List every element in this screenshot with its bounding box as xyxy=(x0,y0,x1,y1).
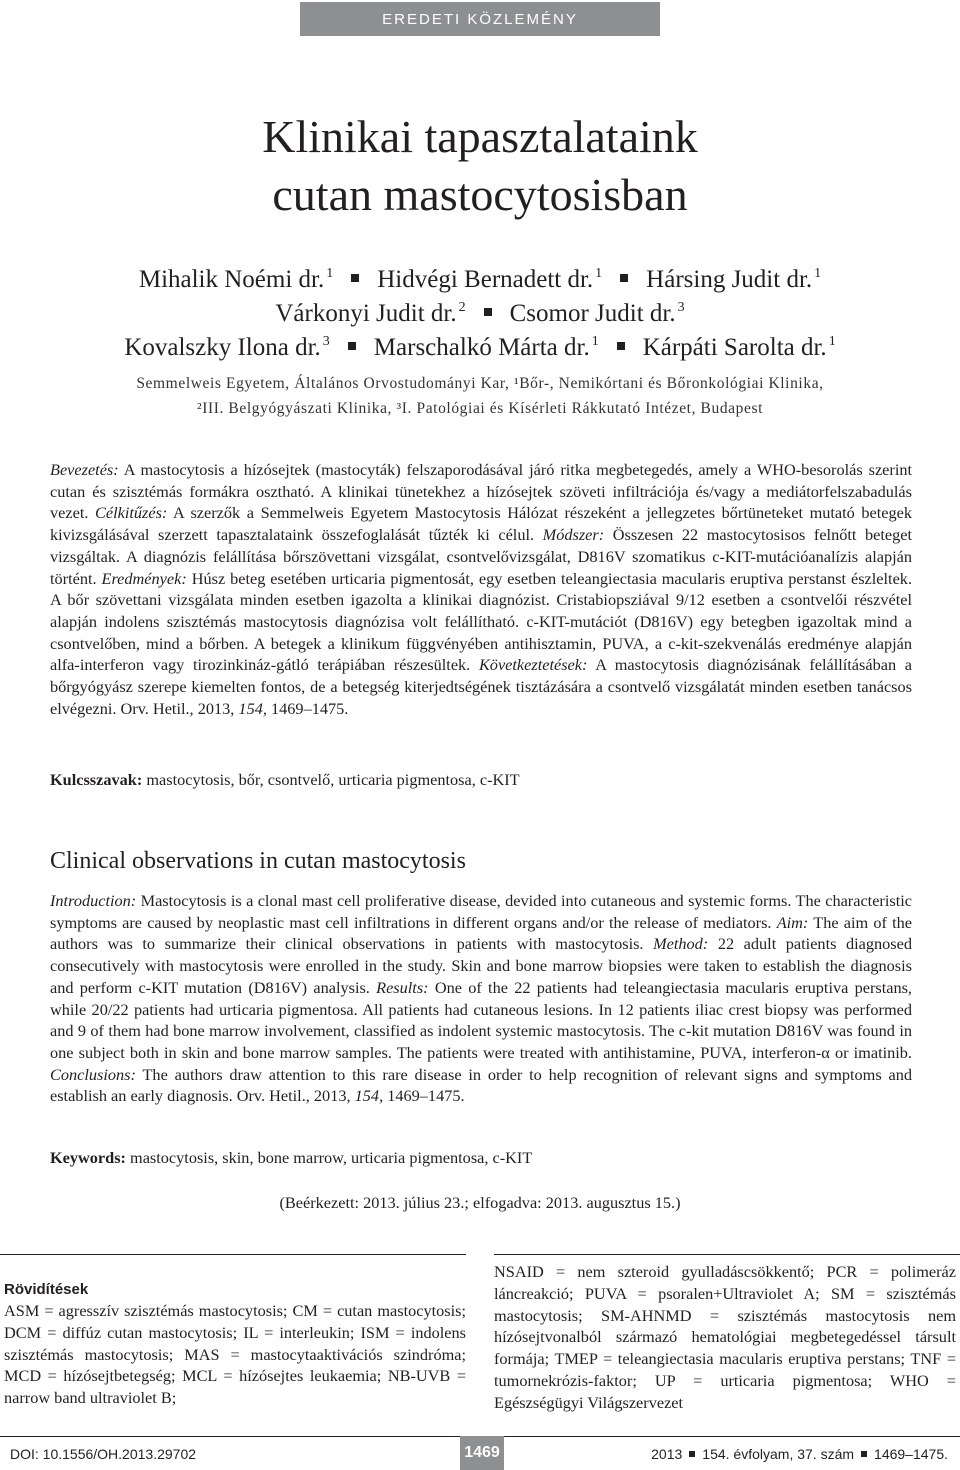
abstract-section-label: Method: xyxy=(653,934,709,954)
author-line-1 xyxy=(0,260,960,294)
abstract-section-label: Módszer: xyxy=(542,525,605,545)
abstract-section-label: Célkitűzés: xyxy=(95,503,168,523)
author-name: Hidvégi Bernadett dr. xyxy=(377,266,594,293)
abstract-section-text: Összesen 22 mastocytosisos felnőtt beteget vizsgáltak. A diagnózis felállítása bőrszövettani vizsgálat, csontvelővizsgálat, D816V szomatikus c-KIT-mutációanalízis alapján történt. xyxy=(50,525,912,588)
author-line-2 xyxy=(0,294,960,328)
article-title xyxy=(0,108,960,224)
doi: DOI: 10.1556/OH.2013.29702 xyxy=(10,1446,197,1462)
author-affiliation: 3 xyxy=(677,300,685,315)
separator-square-icon xyxy=(861,1451,867,1457)
title-line-2: cutan mastocytosisban xyxy=(272,169,688,220)
journal-pages: 1469–1475. xyxy=(874,1446,948,1462)
author-affiliation: 2 xyxy=(458,300,466,315)
keywords-english xyxy=(50,1147,912,1169)
citation: Orv. Hetil., 2013, xyxy=(120,698,235,718)
abstract-section-text: 22 adult patients diagnosed consecutively with mastocytosis were enrolled in the study. Skin and bone marrow biopsies were taken to establish the diagnosis and perform c-KIT mutation (D816V) analysis. xyxy=(50,934,913,997)
section-label: EREDETI KÖZLEMÉNY xyxy=(300,2,660,36)
separator-square-icon xyxy=(484,308,492,316)
author-affiliation: 3 xyxy=(322,334,330,349)
journal-volume: 154. évfolyam, 37. szám xyxy=(702,1446,855,1462)
keywords-label: Kulcsszavak: xyxy=(50,770,143,789)
author-name: Kovalszky Ilona dr. xyxy=(124,334,321,361)
keywords-label: Keywords: xyxy=(50,1148,126,1167)
author-name: Kárpáti Sarolta dr. xyxy=(642,334,827,361)
abstract-section-label: Conclusions: xyxy=(50,1064,136,1084)
separator-square-icon xyxy=(620,274,628,282)
keywords-text: mastocytosis, skin, bone marrow, urticaria pigmentosa, c-KIT xyxy=(130,1148,533,1167)
separator-square-icon xyxy=(351,274,359,282)
page-number: 1469 xyxy=(460,1436,504,1470)
page-footer xyxy=(0,1436,960,1470)
author-list xyxy=(0,260,960,362)
separator-square-icon xyxy=(348,342,356,350)
abstract-section-label: Bevezetés: xyxy=(50,460,119,479)
author-name: Hársing Judit dr. xyxy=(646,266,813,293)
abstract-section-text: A mastocytosis a hízósejtek (mastocyták) felszaporodásával járó ritka megbetegedés, amely a WHO-besorolás szerint cutan és szisztémás formákra osztható. A klinikai tünetekhez a hízósejtek szöveti infiltrációja és/vagy a mediátorfelszabadulás vezet. xyxy=(50,460,913,523)
keywords-hungarian xyxy=(50,769,912,791)
abstract-english xyxy=(50,890,912,1107)
abstract-section-text: The authors draw attention to this rare disease in order to help recognition of relevant signs and symptoms and establish an early diagnosis. xyxy=(50,1064,913,1106)
citation: Orv. Hetil., 2013, xyxy=(236,1086,351,1106)
author-affiliation: 1 xyxy=(326,266,334,281)
divider-right xyxy=(494,1254,960,1255)
separator-square-icon xyxy=(617,342,625,350)
affiliation-line-2: ²III. Belgyógyászati Klinika, ³I. Patológiai és Kísérleti Rákkutató Intézet, Budapest xyxy=(196,400,764,417)
journal-year: 2013 xyxy=(651,1446,683,1462)
abstract-section-text: One of the 22 patients had teleangiectasia macularis eruptiva perstans, while 20/22 patients had urticaria pigmentosa. All patients had cutaneous lesions. In 12 patients iliac crest biopsy was performed and 9 of them had bone marrow involvement, classified as indolent systemic mastocytosis. The c-kit mutation D816V was found in one subject both in skin and bone marrow samples. The patients were treated with antihistamine, PUVA, interferon-α or imatinib. xyxy=(50,977,913,1062)
abstract-section-label: Eredmények: xyxy=(101,568,187,588)
author-affiliation: 1 xyxy=(591,334,599,349)
abbreviations-right-column xyxy=(494,1261,956,1414)
separator-square-icon xyxy=(689,1451,695,1457)
received-dates: (Beérkezett: 2013. július 23.; elfogadva: 2013. augusztus 15.) xyxy=(279,1193,681,1212)
citation-volume: 154, xyxy=(354,1086,384,1106)
abstract-section-label: Következtetések: xyxy=(478,655,588,675)
author-affiliation: 1 xyxy=(595,266,603,281)
abbreviations-heading: Rövidítések xyxy=(4,1281,89,1298)
title-line-1: Klinikai tapasztalataink xyxy=(262,111,698,162)
abstract-section-text: A szerzők a Semmelweis Egyetem Mastocytosis Hálózat részeként a jellegzetes bőrtüneteket mutató betegek kivizsgálásával szerzett tapasztalataink összefoglalását tűzték ki célul. xyxy=(50,503,912,545)
abstract-section-text: The aim of the authors was to summarize their clinical observations in patients with mastocytosis. xyxy=(50,912,913,954)
abstract-section-text: A mastocytosis diagnózisának felállításában a bőrgyógyász szerepe kiemelten fontos, de a betegség kiterjedtségének tisztázására a csontvelő vizsgálatát minden esetben tanácsos elvégezni. xyxy=(50,655,913,718)
abstract-section-text: Húsz beteg esetében urticaria pigmentosát, egy esetben teleangiectasia macularis eruptiva perstanst észleltek. A bőr szövettani vizsgálata minden esetben igazolta a klinikai diagnózist. Cristabiopsziával 9/12 esetben a csontvelői részvétel alapján indolens szisztémás mastocytosis diagnózisa volt felállítható. c-KIT-mutációt (D816V) egy betegben igazoltak mind a csontvelőben, mind a bőrben. A betegek a klinikum függvényében antihisztamin, PUVA, a c-kit-szekvenálás eredménye alapján alfa-interferon vagy tirozinkináz-gátló terápiában részesültek. xyxy=(50,568,913,675)
author-name: Mihalik Noémi dr. xyxy=(138,266,325,293)
author-affiliation: 1 xyxy=(828,334,836,349)
author-name: Csomor Judit dr. xyxy=(509,300,676,327)
divider-left xyxy=(0,1254,466,1255)
abbreviations-left-text: ASM = agresszív szisztémás mastocytosis; CM = cutan mastocytosis; DCM = diffúz cutan mastocytosis; IL = interleukin; ISM = indolens szisztémás mastocytosis; MAS = mastocytaaktivációs szindróma; MCD = hízósejtbetegség; MCL = hízósejtes leukaemia; NB-UVB = narrow band ultraviolet B; xyxy=(4,1301,466,1408)
abstract-section-label: Aim: xyxy=(776,912,809,932)
author-name: Várkonyi Judit dr. xyxy=(275,300,457,327)
affiliation-line-1: Semmelweis Egyetem, Általános Orvostudományi Kar, ¹Bőr-, Nemikórtani és Bőronkológiai Klinika, xyxy=(136,375,824,392)
abbreviations-right-text: NSAID = nem szteroid gyulladáscsökkentő; PCR = polimeráz láncreakció; PUVA = psoralen+Ultraviolet A; SM = szisztémás mastocytosis; SM-AHNMD = szisztémás mastocytosis nem hízósejtvonalból származó hematológiai megbetegedéssel társult formája; TMEP = teleangiectasia macularis eruptiva perstans; TNF = tumornekrózis-faktor; UP = urticaria pigmentosa; WHO = Egészségügyi Világszervezet xyxy=(494,1262,956,1412)
author-affiliation: 1 xyxy=(814,266,822,281)
abstract-section-label: Introduction: xyxy=(50,891,137,910)
journal-info xyxy=(651,1446,948,1462)
keywords-text: mastocytosis, bőr, csontvelő, urticaria pigmentosa, c-KIT xyxy=(146,770,520,789)
citation-volume: 154, xyxy=(238,698,267,718)
abstract-hungarian xyxy=(50,459,912,719)
abstract-section-label: Results: xyxy=(376,977,429,997)
abstract-section-text: Mastocytosis is a clonal mast cell proliferative disease, devided into cutaneous and systemic forms. The characteristic symptoms are caused by neoplastic mast cell infiltrations in different organs and/or the release of mediators. xyxy=(50,891,912,932)
affiliations xyxy=(60,371,900,421)
citation-pages: 1469–1475. xyxy=(271,698,349,718)
author-line-3 xyxy=(0,328,960,362)
english-title: Clinical observations in cutan mastocytosis xyxy=(50,848,466,874)
author-name: Marschalkó Márta dr. xyxy=(373,334,590,361)
citation-pages: 1469–1475. xyxy=(387,1086,465,1106)
abbreviations-left-column xyxy=(4,1280,466,1409)
